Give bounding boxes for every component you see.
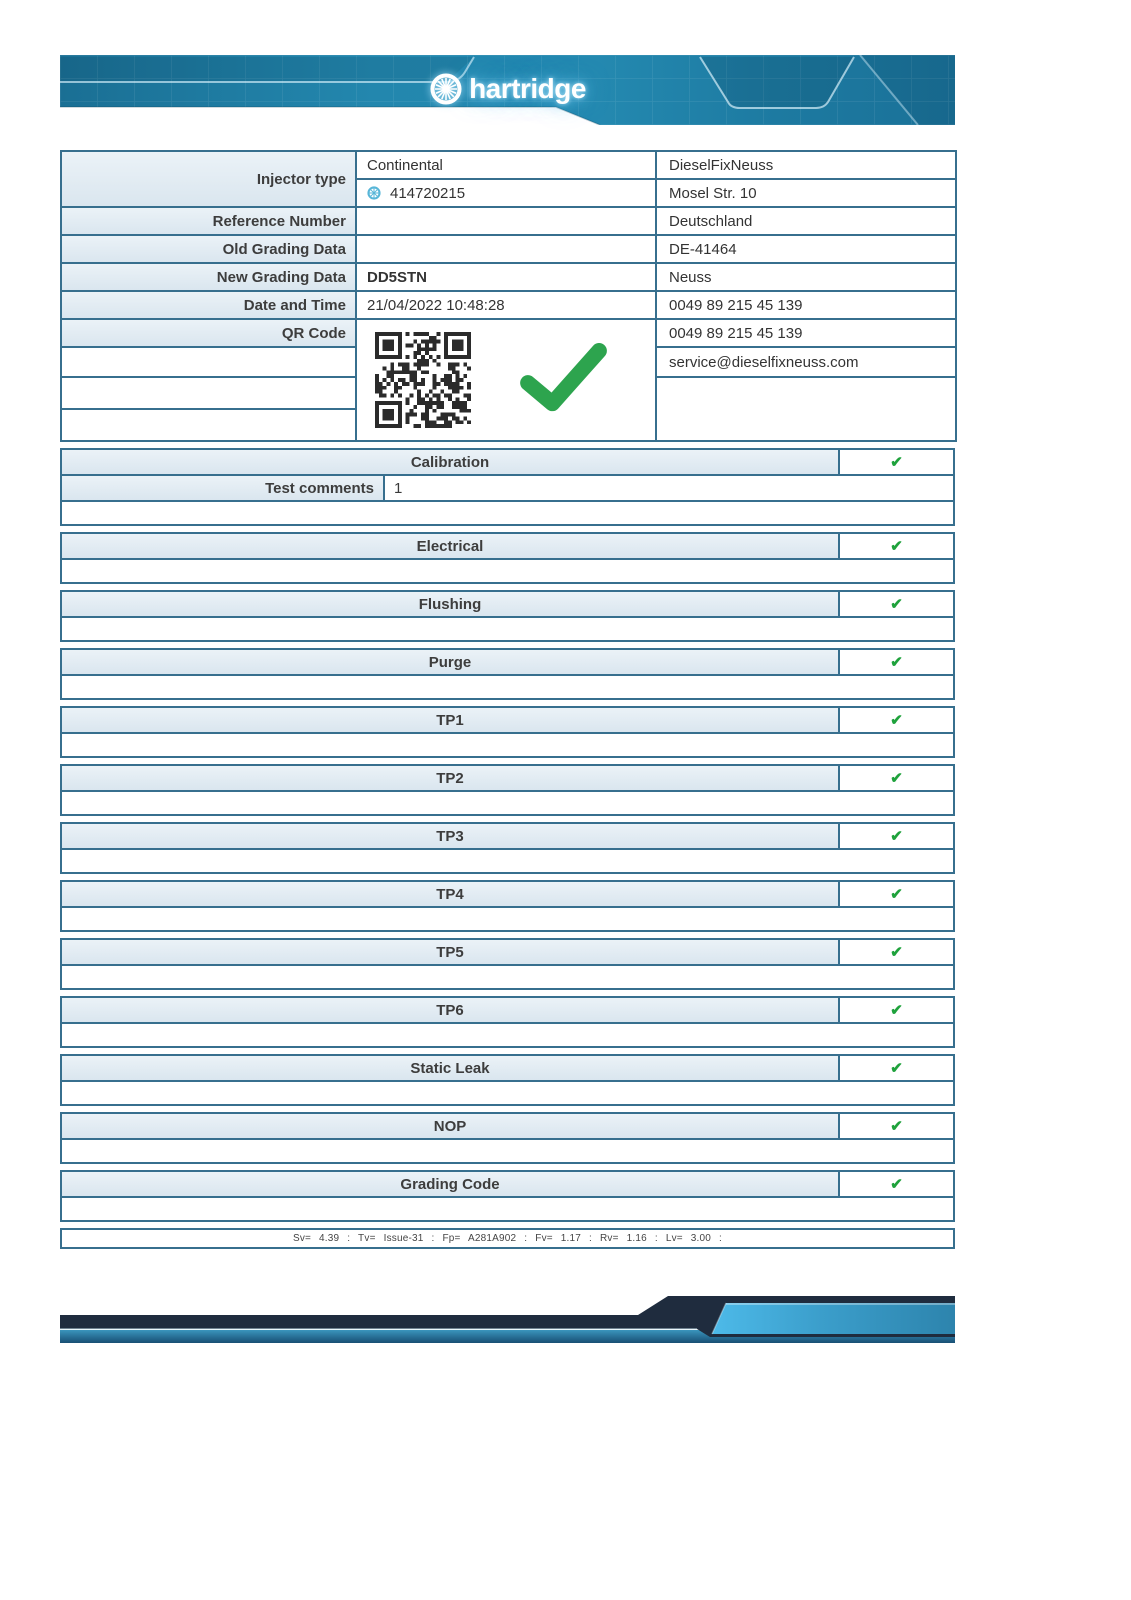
test-section-label: TP5 bbox=[62, 940, 838, 964]
empty-result-row bbox=[60, 732, 955, 758]
injector-type-label: Injector type bbox=[61, 151, 356, 207]
injector-make-value: Continental bbox=[356, 151, 656, 179]
check-icon: ✔ bbox=[890, 885, 903, 903]
workshop-city: Neuss bbox=[656, 263, 956, 291]
empty-result-row bbox=[60, 906, 955, 932]
empty-result-row bbox=[60, 964, 955, 990]
test-section-status-cell bbox=[838, 450, 953, 474]
test-section-block bbox=[60, 590, 955, 642]
spacer-cell bbox=[61, 347, 356, 377]
test-section-row bbox=[60, 1170, 955, 1198]
test-section-block bbox=[60, 448, 955, 526]
test-section-row bbox=[60, 822, 955, 850]
test-section-status-cell bbox=[838, 534, 953, 558]
check-icon: ✔ bbox=[890, 595, 903, 613]
empty-result-row bbox=[60, 848, 955, 874]
workshop-street: Mosel Str. 10 bbox=[656, 179, 956, 207]
empty-result-row bbox=[60, 616, 955, 642]
test-section-label: TP4 bbox=[62, 882, 838, 906]
test-section-block bbox=[60, 1112, 955, 1164]
test-section-row bbox=[60, 706, 955, 734]
test-section-status-cell bbox=[838, 998, 953, 1022]
test-section-block bbox=[60, 1054, 955, 1106]
report-page bbox=[60, 0, 955, 1351]
qr-code-label: QR Code bbox=[61, 319, 356, 347]
check-icon: ✔ bbox=[890, 943, 903, 961]
test-section-status-cell bbox=[838, 940, 953, 964]
check-icon: ✔ bbox=[890, 1001, 903, 1019]
workshop-postcode: DE-41464 bbox=[656, 235, 956, 263]
header-banner-art bbox=[60, 55, 955, 125]
wheel-icon-small bbox=[367, 186, 381, 200]
test-section-status-cell bbox=[838, 650, 953, 674]
workshop-phone-1: 0049 89 215 45 139 bbox=[656, 291, 956, 319]
empty-result-row bbox=[60, 500, 955, 526]
test-section-block bbox=[60, 532, 955, 584]
test-section-row bbox=[60, 590, 955, 618]
empty-result-row bbox=[60, 1080, 955, 1106]
test-comments-label: Test comments bbox=[62, 476, 385, 500]
test-section-label: TP6 bbox=[62, 998, 838, 1022]
test-section-block bbox=[60, 706, 955, 758]
test-section-block bbox=[60, 764, 955, 816]
check-icon: ✔ bbox=[890, 711, 903, 729]
check-icon: ✔ bbox=[890, 827, 903, 845]
check-icon: ✔ bbox=[890, 1175, 903, 1193]
test-comments-row bbox=[60, 474, 955, 502]
test-section-label: Purge bbox=[62, 650, 838, 674]
workshop-country: Deutschland bbox=[656, 207, 956, 235]
empty-result-row bbox=[60, 674, 955, 700]
version-info-box bbox=[60, 1228, 955, 1249]
logo-text: hartridge bbox=[469, 73, 586, 104]
test-section-label: NOP bbox=[62, 1114, 838, 1138]
test-section-row bbox=[60, 648, 955, 676]
injector-serial-value: 414720215 bbox=[390, 184, 466, 202]
test-section-status-cell bbox=[838, 708, 953, 732]
date-time-label: Date and Time bbox=[61, 291, 356, 319]
injector-serial-cell bbox=[356, 179, 656, 207]
test-section-status-cell bbox=[838, 1114, 953, 1138]
test-section-row bbox=[60, 532, 955, 560]
check-icon: ✔ bbox=[890, 653, 903, 671]
workshop-name: DieselFixNeuss bbox=[656, 151, 956, 179]
check-icon: ✔ bbox=[890, 1117, 903, 1135]
test-section-status-cell bbox=[838, 1172, 953, 1196]
old-grading-label: Old Grading Data bbox=[61, 235, 356, 263]
check-icon: ✔ bbox=[890, 537, 903, 555]
test-section-row bbox=[60, 1054, 955, 1082]
test-section-block bbox=[60, 822, 955, 874]
check-icon: ✔ bbox=[890, 769, 903, 787]
empty-result-row bbox=[60, 790, 955, 816]
qr-code-cell bbox=[356, 319, 656, 441]
test-section-label: Electrical bbox=[62, 534, 838, 558]
workshop-email: service@dieselfixneuss.com bbox=[656, 347, 956, 377]
test-section-label: Flushing bbox=[62, 592, 838, 616]
old-grading-value bbox=[356, 235, 656, 263]
injector-info-table bbox=[60, 150, 957, 442]
test-section-row bbox=[60, 880, 955, 908]
test-section-row bbox=[60, 996, 955, 1024]
date-time-value: 21/04/2022 10:48:28 bbox=[356, 291, 656, 319]
big-check-icon bbox=[519, 342, 609, 418]
test-section-status-cell bbox=[838, 824, 953, 848]
qr-code-image bbox=[375, 332, 471, 428]
check-icon: ✔ bbox=[890, 1059, 903, 1077]
test-comments-value: 1 bbox=[385, 476, 953, 500]
test-sections bbox=[60, 448, 955, 1222]
test-section-status-cell bbox=[838, 766, 953, 790]
empty-result-row bbox=[60, 1138, 955, 1164]
spacer-cell bbox=[61, 409, 356, 441]
empty-result-row bbox=[60, 558, 955, 584]
empty-result-row bbox=[60, 1022, 955, 1048]
new-grading-label: New Grading Data bbox=[61, 263, 356, 291]
test-section-label: TP3 bbox=[62, 824, 838, 848]
reference-number-label: Reference Number bbox=[61, 207, 356, 235]
test-section-status-cell bbox=[838, 882, 953, 906]
empty-result-row bbox=[60, 1196, 955, 1222]
test-section-label: Grading Code bbox=[62, 1172, 838, 1196]
version-info-text: Sv= 4.39 : Tv= Issue-31 : Fp= A281A902 : Fv= 1.17 : Rv= 1.16 : Lv= 3.00 : bbox=[292, 1233, 723, 1244]
test-section-block bbox=[60, 996, 955, 1048]
test-section-label: TP2 bbox=[62, 766, 838, 790]
footer-banner-art bbox=[60, 1294, 955, 1346]
header-banner bbox=[60, 55, 955, 125]
test-section-status-cell bbox=[838, 592, 953, 616]
test-section-block bbox=[60, 1170, 955, 1222]
test-section-block bbox=[60, 880, 955, 932]
test-section-status-cell bbox=[838, 1056, 953, 1080]
test-section-row bbox=[60, 1112, 955, 1140]
test-section-row bbox=[60, 448, 955, 476]
test-section-block bbox=[60, 938, 955, 990]
test-section-label: Static Leak bbox=[62, 1056, 838, 1080]
test-section-block bbox=[60, 648, 955, 700]
address-empty-cell bbox=[656, 377, 956, 441]
check-icon: ✔ bbox=[890, 453, 903, 471]
test-section-label: TP1 bbox=[62, 708, 838, 732]
reference-number-value bbox=[356, 207, 656, 235]
new-grading-value: DD5STN bbox=[356, 263, 656, 291]
test-section-row bbox=[60, 764, 955, 792]
test-section-row bbox=[60, 938, 955, 966]
spacer-cell bbox=[61, 377, 356, 409]
workshop-phone-2: 0049 89 215 45 139 bbox=[656, 319, 956, 347]
test-section-label: Calibration bbox=[62, 450, 838, 474]
